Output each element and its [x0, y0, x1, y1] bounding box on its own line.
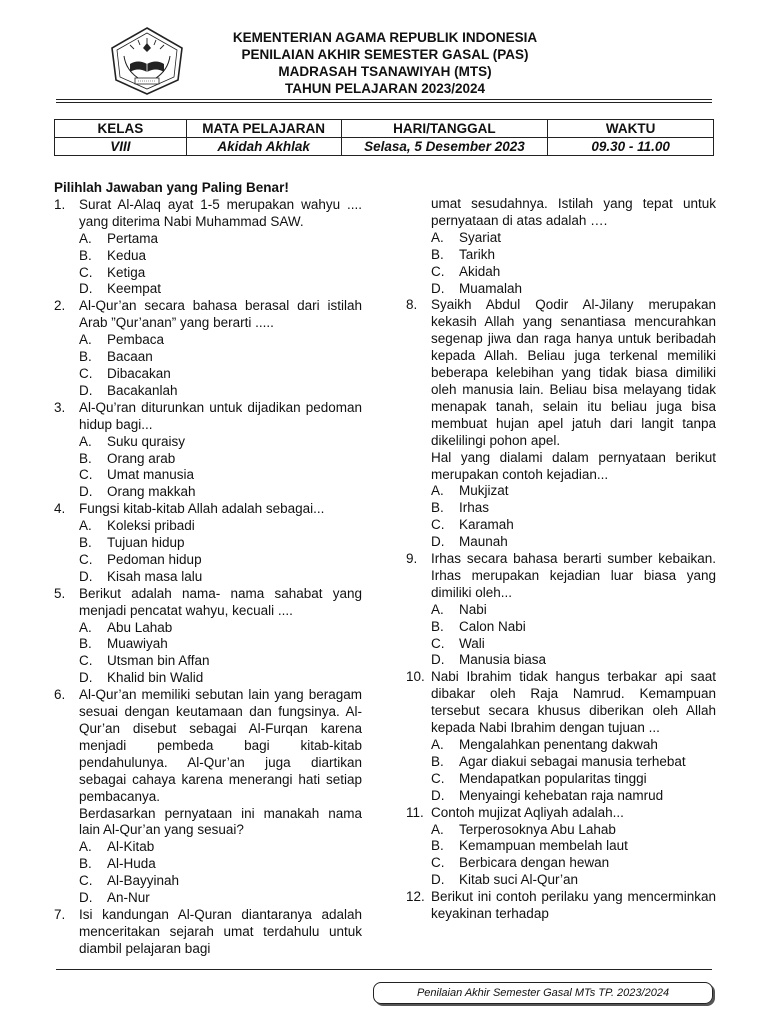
option-letter: A. — [431, 483, 444, 499]
instruction: Pilihlah Jawaban yang Paling Benar! — [54, 180, 289, 195]
option-9b[interactable] — [431, 619, 716, 636]
questions-right-column — [406, 196, 716, 923]
info-value-row — [55, 138, 714, 156]
question-number: 8. — [406, 297, 418, 313]
option-text: Pedoman hidup — [107, 551, 202, 567]
question-number: 10. — [406, 669, 425, 685]
info-value-waktu: 09.30 - 11.00 — [548, 138, 714, 156]
option-7d[interactable] — [431, 281, 716, 298]
header-school-level: MADRASAH TSANAWIYAH (MTS) — [278, 64, 492, 79]
question-number: 12. — [406, 889, 425, 905]
question-text: Syaikh Abdul Qodir Al-Jilany merupakan kekasih Allah yang senantiasa mencurahkan segenap jiwa dan raga hanya untuk beribadah kepada Allah. Beliau juga terkenal memiliki beberapa kelebihan yang tidak biasa dimiliki oleh manusia lain. Beliau bisa melayang tidak menapak tanah, selain itu beliau juga bisa membuat hujan apel jatuh dari langit tanpa dikelilingi pohon apel. — [431, 297, 716, 448]
option-letter: B. — [431, 618, 444, 634]
exam-header — [190, 29, 580, 97]
option-letter: D. — [79, 890, 93, 906]
option-letter: C. — [431, 635, 445, 651]
option-11c[interactable] — [431, 855, 716, 872]
option-6d[interactable] — [79, 890, 362, 907]
option-7a[interactable] — [431, 230, 716, 247]
question-10 — [406, 669, 716, 737]
option-letter: D. — [79, 670, 93, 686]
option-7c[interactable] — [431, 264, 716, 281]
option-text: Ketiga — [107, 264, 146, 280]
option-letter: C. — [431, 855, 445, 871]
option-text: Mendapatkan popularitas tinggi — [459, 770, 647, 786]
option-letter: B. — [79, 535, 92, 551]
option-text: Pembaca — [107, 332, 165, 348]
question-6-prompt: Berdasarkan pernyataan ini manakah nama lain Al-Qur’an yang sesuai? — [79, 805, 362, 838]
option-text: Al-Bayyinah — [107, 873, 180, 889]
option-text: Tarikh — [459, 246, 496, 262]
option-letter: C. — [431, 263, 445, 279]
option-11d[interactable] — [431, 872, 716, 889]
option-letter: C. — [79, 365, 93, 381]
option-letter: D. — [431, 280, 445, 296]
option-3b[interactable] — [79, 451, 362, 468]
option-text: Kedua — [107, 247, 147, 263]
option-text: An-Nur — [107, 890, 150, 906]
option-text: Bacakanlah — [107, 382, 178, 398]
option-letter: D. — [79, 281, 93, 297]
header-divider-thin — [56, 102, 712, 103]
option-letter: A. — [79, 839, 92, 855]
info-header-waktu: WAKTU — [548, 120, 714, 138]
question-text: Fungsi kitab-kitab Allah adalah sebagai... — [79, 501, 325, 517]
option-text: Orang makkah — [107, 484, 196, 500]
option-text: Umat manusia — [107, 467, 195, 483]
question-7 — [54, 907, 362, 958]
option-9d[interactable] — [431, 652, 716, 669]
question-text: Al-Qur’an secara bahasa berasal dari istilah Arab ”Qur’anan” yang berarti ..... — [79, 298, 362, 331]
question-4 — [54, 501, 362, 518]
option-text: Tujuan hidup — [107, 535, 185, 551]
option-1a[interactable] — [79, 231, 362, 248]
question-12 — [406, 889, 716, 923]
header-exam-name: PENILAIAN AKHIR SEMESTER GASAL (PAS) — [241, 47, 529, 62]
question-number: 7. — [54, 906, 66, 922]
option-letter: C. — [79, 873, 93, 889]
info-header-row — [55, 120, 714, 138]
option-text: Mukjizat — [459, 483, 509, 499]
option-letter: D. — [79, 382, 93, 398]
question-3 — [54, 400, 362, 434]
option-text: Dibacakan — [107, 365, 171, 381]
option-text: Kitab suci Al-Qur’an — [459, 872, 579, 888]
option-text: Akidah — [459, 263, 501, 279]
option-4a[interactable] — [79, 518, 362, 535]
question-9 — [406, 551, 716, 602]
option-letter: B. — [79, 450, 92, 466]
option-5b[interactable] — [79, 636, 362, 653]
option-9a[interactable] — [431, 602, 716, 619]
option-letter: A. — [431, 601, 444, 617]
info-header-mapel: MATA PELAJARAN — [186, 120, 341, 138]
question-number: 4. — [54, 501, 66, 517]
option-letter: C. — [79, 264, 93, 280]
option-letter: A. — [79, 332, 92, 348]
question-text: Berikut adalah nama- nama sahabat yang menjadi pencatat wahyu, kecuali .... — [79, 585, 362, 618]
option-text: Irhas — [459, 500, 490, 516]
option-text: Pertama — [107, 230, 159, 246]
option-text: Keempat — [107, 281, 162, 297]
option-8a[interactable] — [431, 483, 716, 500]
option-10c[interactable] — [431, 771, 716, 788]
header-school-year: TAHUN PELAJARAN 2023/2024 — [284, 81, 486, 96]
option-letter: B. — [79, 349, 92, 365]
option-letter: A. — [431, 821, 444, 837]
option-letter: C. — [431, 770, 445, 786]
option-text: Kisah masa lalu — [107, 568, 203, 584]
question-number: 2. — [54, 298, 66, 314]
option-text: Kemampuan membelah laut — [459, 838, 628, 854]
option-text: Menyaingi kehebatan raja namrud — [459, 787, 664, 803]
option-letter: A. — [79, 230, 92, 246]
question-11 — [406, 805, 716, 822]
question-number: 5. — [54, 585, 66, 601]
option-text: Koleksi pribadi — [107, 518, 195, 534]
option-2c[interactable] — [79, 366, 362, 383]
option-letter: A. — [431, 737, 444, 752]
option-4c[interactable] — [79, 552, 362, 569]
option-letter: B. — [79, 636, 92, 652]
footer-divider — [56, 969, 712, 970]
question-number: 11. — [406, 804, 424, 820]
question-8 — [406, 297, 716, 449]
info-value-mapel: Akidah Akhlak — [186, 138, 341, 156]
option-text: Khalid bin Walid — [107, 670, 204, 686]
question-2 — [54, 298, 362, 332]
option-letter: B. — [79, 856, 92, 872]
option-5c[interactable] — [79, 653, 362, 670]
option-6b[interactable] — [79, 856, 362, 873]
option-text: Syariat — [459, 229, 502, 245]
option-8c[interactable] — [431, 517, 716, 534]
option-text: Al-Huda — [107, 856, 156, 872]
option-text: Muawiyah — [107, 636, 168, 652]
option-text: Utsman bin Affan — [107, 653, 210, 669]
option-3c[interactable] — [79, 467, 362, 484]
option-text: Muamalah — [459, 280, 523, 296]
option-text: Wali — [459, 635, 485, 651]
option-letter: D. — [431, 652, 445, 668]
question-text: Al-Qur’an memiliki sebutan lain yang beragam sesuai dengan keutamaan dan fungsinya. Al-Qur’an disebut sebagai Al-Furqan karena menjadi pembeda bagi kitab-kitab pendahulunya. Al-Qur’an juga diartikan sebagai cahaya karena menerangi hati setiap pembacanya. — [79, 687, 362, 804]
option-5a[interactable] — [79, 620, 362, 637]
option-3a[interactable] — [79, 434, 362, 451]
option-3d[interactable] — [79, 484, 362, 501]
questions-left-column — [54, 180, 362, 958]
question-number: 6. — [54, 687, 66, 703]
question-number: 1. — [54, 196, 66, 212]
question-6 — [54, 687, 362, 805]
option-11a[interactable] — [431, 822, 716, 839]
info-value-tanggal: Selasa, 5 Desember 2023 — [341, 138, 548, 156]
option-6c[interactable] — [79, 873, 362, 890]
option-letter: D. — [79, 484, 93, 500]
option-letter: C. — [79, 467, 93, 483]
option-8b[interactable] — [431, 500, 716, 517]
kemenag-logo — [108, 26, 186, 96]
option-text: Terperosoknya Abu Lahab — [459, 821, 616, 837]
option-letter: C. — [431, 517, 445, 533]
option-2a[interactable] — [79, 332, 362, 349]
option-8d[interactable] — [431, 534, 716, 551]
option-text: Mengalahkan penentang dakwah — [459, 737, 658, 752]
question-text: Irhas secara bahasa berarti sumber kebaikan. Irhas merupakan kejadian luar biasa yang dimiliki oleh... — [431, 551, 716, 600]
option-letter: A. — [79, 619, 92, 635]
option-letter: B. — [431, 753, 444, 769]
option-4d[interactable] — [79, 569, 362, 586]
option-1d[interactable] — [79, 281, 362, 298]
option-9c[interactable] — [431, 636, 716, 653]
option-letter: B. — [431, 246, 444, 262]
option-1c[interactable] — [79, 265, 362, 282]
info-header-kelas: KELAS — [55, 120, 187, 138]
question-text: Contoh mujizat Aqliyah adalah... — [431, 804, 624, 820]
question-number: 3. — [54, 399, 66, 415]
option-letter: D. — [431, 534, 445, 550]
option-letter: D. — [431, 872, 445, 888]
exam-info-table — [54, 119, 714, 156]
question-text: Surat Al-Alaq ayat 1-5 merupakan wahyu .... yang diterima Nabi Muhammad SAW. — [79, 196, 362, 229]
option-4b[interactable] — [79, 535, 362, 552]
option-letter: C. — [79, 653, 93, 669]
option-7b[interactable] — [431, 247, 716, 264]
question-text: Berikut ini contoh perilaku yang mencerminkan keyakinan terhadap — [431, 889, 716, 922]
question-1 — [54, 197, 362, 231]
question-number: 9. — [406, 551, 418, 567]
option-text: Al-Kitab — [107, 839, 155, 855]
option-text: Nabi — [459, 601, 487, 617]
option-text: Orang arab — [107, 450, 176, 466]
question-8-prompt: Hal yang dialami dalam pernyataan berikut merupakan contoh kejadian... — [431, 449, 716, 482]
option-text: Abu Lahab — [107, 619, 173, 635]
option-letter: B. — [431, 838, 444, 854]
option-letter: A. — [431, 229, 444, 245]
option-text: Suku quraisy — [107, 433, 186, 449]
option-11b[interactable] — [431, 838, 716, 855]
option-6a[interactable] — [79, 839, 362, 856]
option-2b[interactable] — [79, 349, 362, 366]
header-divider — [56, 99, 712, 100]
option-letter: A. — [79, 433, 92, 449]
option-letter: C. — [79, 551, 93, 567]
option-text: Agar diakui sebagai manusia terhebat — [459, 753, 686, 769]
info-header-tanggal: HARI/TANGGAL — [341, 120, 548, 138]
option-5d[interactable] — [79, 670, 362, 687]
option-10b[interactable] — [431, 754, 716, 771]
question-text: Isi kandungan Al-Quran diantaranya adalah menceritakan sejarah umat terdahulu untuk diambil pelajaran bagi — [79, 906, 362, 956]
question-5 — [54, 586, 362, 620]
option-letter: D. — [431, 787, 445, 803]
option-text: Bacaan — [107, 349, 153, 365]
question-text: Nabi Ibrahim tidak hangus terbakar api saat dibakar oleh Raja Namrud. Kemampuan tersebut secara khusus diberikan oleh Allah kepada Nabi Ibrahim dengan tujuan ... — [431, 669, 716, 736]
question-text: Al-Qu’ran diturunkan untuk dijadikan pedoman hidup bagi... — [79, 399, 362, 432]
option-text: Calon Nabi — [459, 618, 526, 634]
option-letter: B. — [79, 247, 92, 263]
option-letter: A. — [79, 518, 92, 534]
option-letter: B. — [431, 500, 444, 516]
question-7-continued: umat sesudahnya. Istilah yang tepat untuk pernyataan di atas adalah …. — [431, 196, 716, 228]
option-text: Manusia biasa — [459, 652, 547, 668]
header-ministry: KEMENTERIAN AGAMA REPUBLIK INDONESIA — [232, 30, 538, 45]
option-text: Berbicara dengan hewan — [459, 855, 610, 871]
info-value-kelas: VIII — [55, 138, 187, 156]
option-text: Maunah — [459, 534, 508, 550]
option-10a[interactable] — [431, 737, 716, 754]
option-10d[interactable] — [431, 788, 716, 805]
footer-label: Penilaian Akhir Semester Gasal MTs TP. 2023/2024 — [373, 982, 713, 1004]
option-1b[interactable] — [79, 248, 362, 265]
option-text: Karamah — [459, 517, 514, 533]
option-letter: D. — [79, 568, 93, 584]
option-2d[interactable] — [79, 383, 362, 400]
